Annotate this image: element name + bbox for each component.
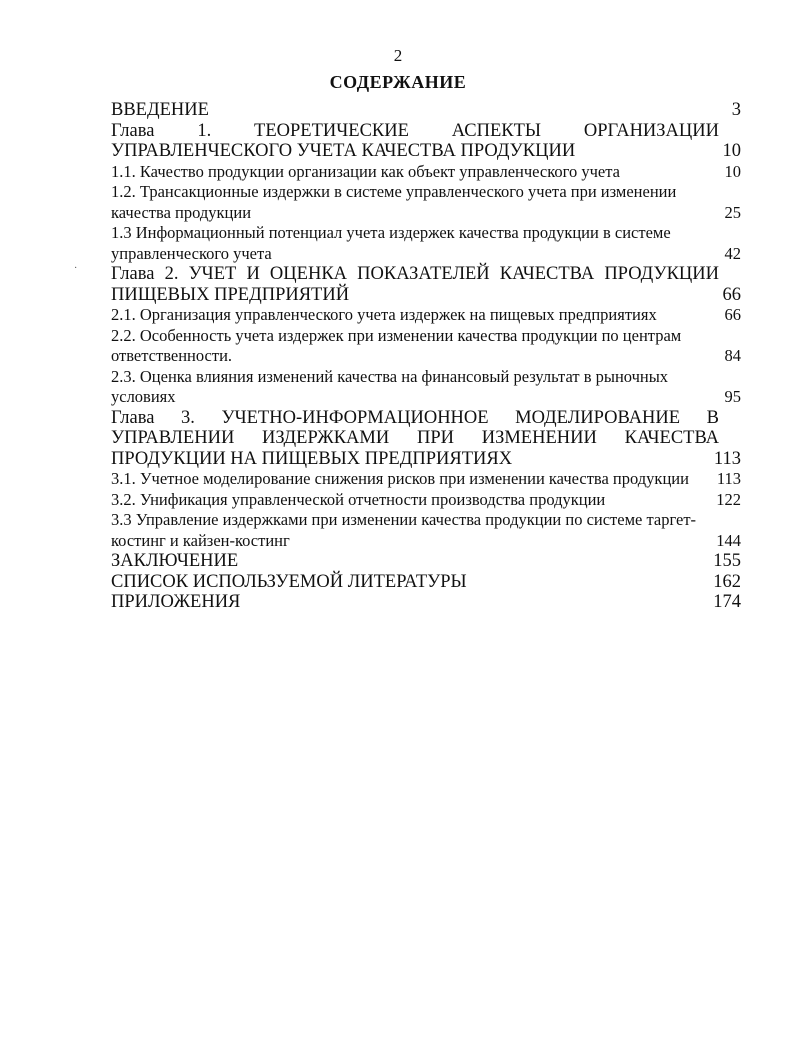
toc-entry-title: ПРИЛОЖЕНИЯ bbox=[111, 592, 241, 612]
toc-entry-page: 10 bbox=[724, 161, 741, 181]
toc-entry-title: 2.1. Организация управленческого учета издержек на пищевых предприятиях bbox=[111, 305, 657, 324]
toc-entry-title: 3.3 Управление издержками при изменении качества продукции по системе таргет-костинг и кайзен-костинг bbox=[111, 510, 697, 550]
toc-entry-page: 113 bbox=[713, 448, 741, 469]
toc-entry-2-3 bbox=[111, 367, 759, 408]
toc-entry-3-1 bbox=[111, 469, 759, 490]
toc-entry-2-1 bbox=[111, 305, 759, 326]
toc-entry-page: 155 bbox=[713, 551, 741, 571]
toc-entry-chapter-3 bbox=[111, 408, 759, 470]
toc-entry-title: ВВЕДЕНИЕ bbox=[111, 100, 209, 120]
toc-entry-1-1 bbox=[111, 162, 759, 183]
toc-entry-bibliography bbox=[111, 572, 759, 593]
toc-entry-title: СПИСОК ИСПОЛЬЗУЕМОЙ ЛИТЕРАТУРЫ bbox=[111, 571, 467, 592]
toc-entry-page: 84 bbox=[724, 346, 741, 365]
toc-entry-title: 1.2. Трансакционные издержки в системе управленческого учета при изменении качества продукции bbox=[111, 182, 677, 222]
toc-entry-title: Глава 3. УЧЕТНО-ИНФОРМАЦИОННОЕ МОДЕЛИРОВАНИЕ В УПРАВЛЕНИИ ИЗДЕРЖКАМИ ПРИ ИЗМЕНЕНИИ КАЧЕСТВА ПРОДУКЦИИ НА ПИЩЕВЫХ ПРЕДПРИЯТИЯХ bbox=[111, 407, 719, 469]
toc-entry-conclusion bbox=[111, 551, 759, 572]
toc-entry-page: 122 bbox=[716, 489, 741, 509]
toc-entry-title: 2.2. Особенность учета издержек при изменении качества продукции по центрам ответственности. bbox=[111, 325, 682, 365]
toc-entry-page: 66 bbox=[724, 305, 741, 324]
toc-entry-page: 144 bbox=[716, 530, 741, 550]
toc-entry-title: 3.2. Унификация управленческой отчетности производства продукции bbox=[111, 489, 606, 509]
toc-entry-title: 3.1. Учетное моделирование снижения рисков при изменении качества продукции bbox=[111, 469, 689, 488]
toc-entry-chapter-1 bbox=[111, 121, 759, 162]
toc-entry-page: 162 bbox=[713, 571, 741, 592]
toc-entry-title: 1.1. Качество продукции организации как объект управленческого учета bbox=[111, 161, 620, 181]
toc-entry-page: 3 bbox=[731, 100, 741, 120]
toc-entry-title: ЗАКЛЮЧЕНИЕ bbox=[111, 551, 239, 571]
toc-entry-title: Глава 1. ТЕОРЕТИЧЕСКИЕ АСПЕКТЫ ОРГАНИЗАЦИИ УПРАВЛЕНЧЕСКОГО УЧЕТА КАЧЕСТВА ПРОДУКЦИИ bbox=[111, 120, 719, 161]
toc-entry-3-3 bbox=[111, 510, 759, 551]
toc-entry-1-3 bbox=[111, 223, 759, 264]
page-title: СОДЕРЖАНИЕ bbox=[329, 72, 467, 92]
toc-entry-page: 66 bbox=[722, 284, 741, 305]
toc-entry-page: 10 bbox=[722, 141, 741, 161]
toc-entry-2-2 bbox=[111, 326, 759, 367]
toc-entry-introduction bbox=[111, 100, 759, 121]
toc-entry-page: 174 bbox=[713, 592, 741, 612]
toc-entry-page: 95 bbox=[724, 387, 741, 406]
toc-entry-page: 113 bbox=[716, 469, 741, 488]
scan-dot: · bbox=[74, 263, 78, 274]
toc-entry-1-2 bbox=[111, 182, 759, 223]
table-of-contents bbox=[111, 100, 759, 613]
toc-entry-title: 1.3 Информационный потенциал учета издержек качества продукции в системе управленческого учета bbox=[111, 223, 671, 263]
toc-entry-appendices bbox=[111, 592, 759, 613]
toc-entry-title: Глава 2. УЧЕТ И ОЦЕНКА ПОКАЗАТЕЛЕЙ КАЧЕСТВА ПРОДУКЦИИ ПИЩЕВЫХ ПРЕДПРИЯТИЙ bbox=[111, 264, 719, 305]
page-number: 2 bbox=[393, 46, 403, 65]
toc-entry-page: 25 bbox=[724, 202, 741, 222]
toc-entry-title: 2.3. Оценка влияния изменений качества на финансовый результат в рыночных условиях bbox=[111, 366, 669, 406]
toc-entry-page: 42 bbox=[724, 243, 741, 263]
toc-entry-3-2 bbox=[111, 490, 759, 511]
toc-entry-chapter-2 bbox=[111, 264, 759, 305]
